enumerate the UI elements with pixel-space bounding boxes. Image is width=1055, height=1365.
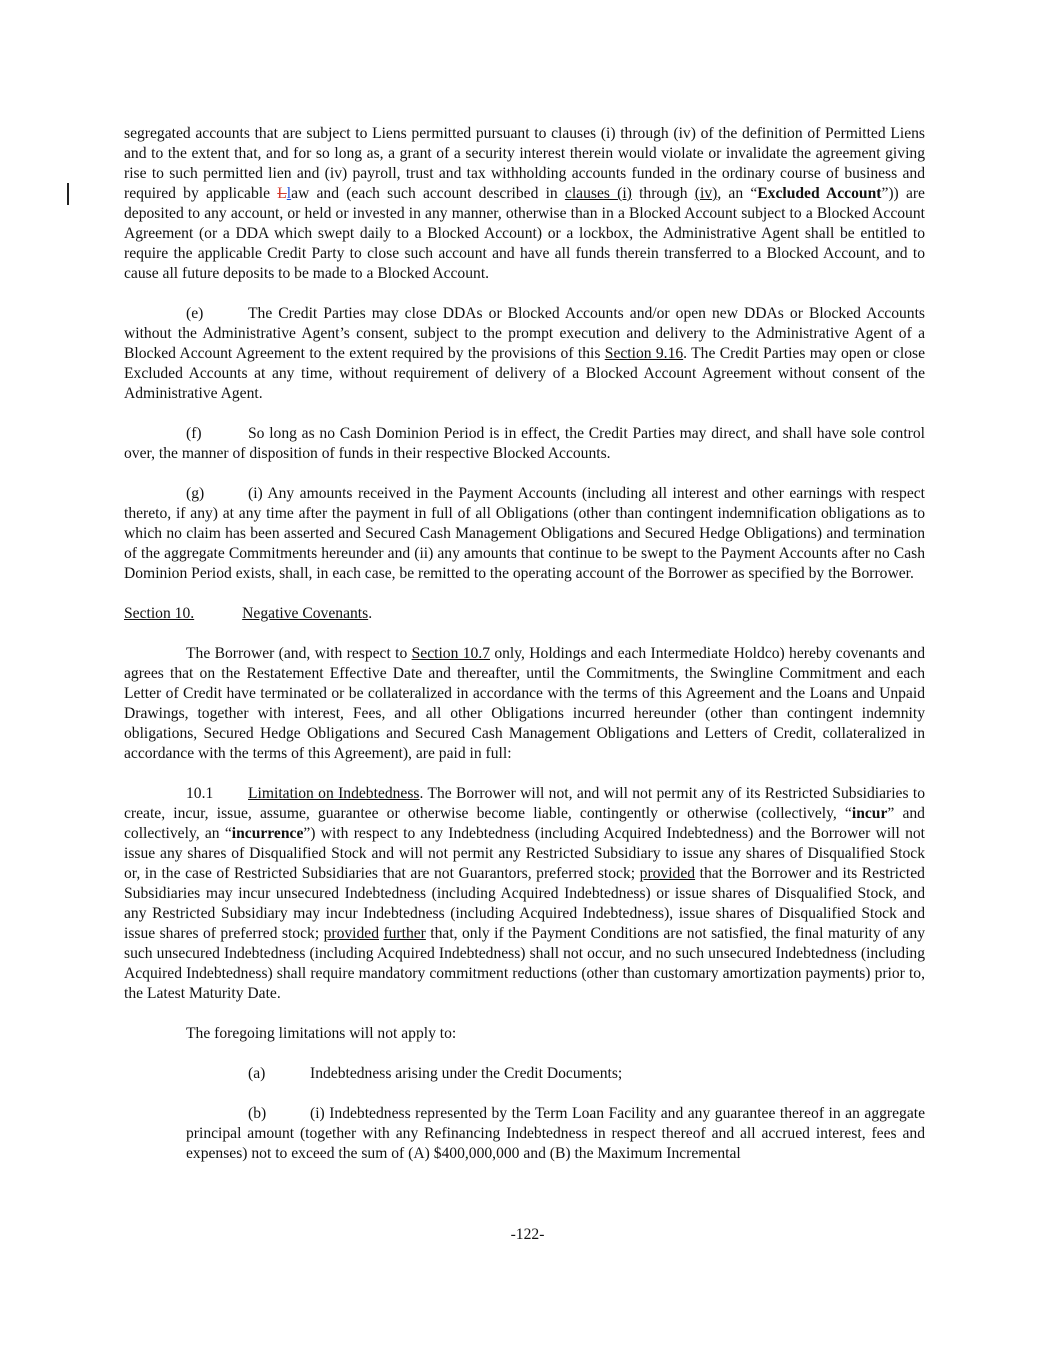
reference-iv: (iv) bbox=[694, 185, 718, 202]
text-run: The Credit Parties may close DDAs or Blocked Accounts and/or open new DDAs or Blocked Accounts without the Administrative Agent’s consent, subject to the prompt execution and delivery to the Administrative Agent of a Blocked Account Agreement to the extent required by the provisions of this bbox=[124, 305, 925, 362]
text-run: segregated accounts that are subject to Liens permitted pursuant to clauses (i) through (iv) of the definition of Permitted Liens and to the extent that, and for so long as, a grant of a security interest therein would violate or invalidate the agreement giving rise to such permitted lien and (iv) payroll, trust and tax withholding accounts funded in the ordinary course of business and required by applicable bbox=[124, 125, 925, 202]
defined-term-excluded-account: Excluded Account bbox=[757, 185, 882, 202]
paragraph-label: (e) bbox=[186, 305, 204, 322]
paragraph-f bbox=[124, 424, 925, 464]
text-run: through bbox=[631, 185, 695, 202]
proviso-provided: provided bbox=[639, 865, 696, 882]
section-number: Section 10. bbox=[124, 605, 195, 622]
text-run: only, Holdings and each Intermediate Holdco) hereby covenants and agrees that on the Restatement Effective Date and thereafter, until the Commitments, the Swingline Commitment and each Letter of Credit have terminated or be collateralized in accordance with the terms of this Agreement and the Loans and Unpaid Drawings, together with interest, Fees, and all other Obligations incurred hereunder (other than contingent indemnity obligations, Secured Hedge Obligations and Secured Cash Management Obligations and Letters of Credit, collateralized in accordance with the terms of this Agreement), are paid in full: bbox=[124, 645, 926, 762]
text-run: The Borrower (and, with respect to bbox=[186, 645, 412, 662]
text-run: ”)) are deposited to any account, or held or invested in any manner, otherwise than in a Blocked Account subject to a Blocked Account Agreement (or a DDA which swept daily to a Blocked Account) or a lockbox, the Administrative Agent shall be entitled to require the applicable Credit Party to close such account and have all funds therein transferred to a Blocked Account, and to cause all future deposits to be made to a Blocked Account. bbox=[124, 185, 925, 282]
list-item-a bbox=[124, 1064, 925, 1084]
reference-clauses-i: clauses (i) bbox=[564, 185, 632, 202]
deleted-text: L bbox=[277, 185, 287, 202]
text-run: So long as no Cash Dominion Period is in effect, the Credit Parties may direct, and shall have sole control over, the manner of disposition of funds in their respective Blocked Accounts. bbox=[124, 425, 925, 462]
paragraph-foregoing bbox=[124, 1024, 925, 1044]
defined-term-incur: incur bbox=[851, 805, 888, 822]
page-number: -122- bbox=[510, 1226, 545, 1243]
proviso-provided: provided bbox=[323, 925, 380, 942]
subsection-number: 10.1 bbox=[186, 785, 214, 802]
revision-change-bar bbox=[67, 183, 69, 205]
section-title-period: . bbox=[368, 605, 373, 622]
text-run: Indebtedness arising under the Credit Documents; bbox=[310, 1065, 623, 1082]
paragraph-continuation bbox=[124, 124, 925, 284]
section-title: Negative Covenants bbox=[242, 605, 369, 622]
text-run: (i) Indebtedness represented by the Term Loan Facility and any guarantee thereof in an aggregate principal amount (together with any Refinancing Indebtedness in respect thereof and all accrued interest, fees and expenses) not to exceed the sum of (A) $400,000,000 and (B) the Maximum Incremental bbox=[186, 1105, 925, 1162]
paragraph-e bbox=[124, 304, 925, 404]
paragraph-10-1 bbox=[124, 784, 925, 1004]
text-run: , an “ bbox=[717, 185, 758, 202]
inserted-text: l bbox=[286, 185, 292, 202]
text-run: . The Borrower will not, and will not permit any of its Restricted Subsidiaries to create, incur, issue, assume, guarantee or otherwise become liable, contingently or otherwise (collectively, “ bbox=[124, 785, 925, 822]
reference-section-10-7: Section 10.7 bbox=[411, 645, 490, 662]
text-run: . The Credit Parties may open or close Excluded Accounts at any time, without requirement of delivery of a Blocked Account Agreement without consent of the Administrative Agent. bbox=[124, 345, 925, 402]
subsection-title: Limitation on Indebtedness bbox=[248, 785, 420, 802]
list-item-b bbox=[124, 1104, 925, 1164]
section-heading-underlined bbox=[124, 605, 368, 622]
paragraph-g bbox=[124, 484, 925, 584]
paragraph-intro bbox=[124, 644, 925, 764]
paragraph-label: (g) bbox=[186, 485, 205, 502]
text-run: (i) Any amounts received in the Payment Accounts (including all interest and other earnings with respect thereto, if any) at any time after the payment in full of all Obligations (other than contingent indemnification obligations as to which no claim has been asserted and Secured Cash Management Obligations and Secured Hedge Obligations) and termination of the aggregate Commitments hereunder and (ii) any amounts that continue to be swept to the Payment Accounts after no Cash Dominion Period exists, shall, in each case, be remitted to the operating account of the Borrower as specified by the Borrower. bbox=[124, 485, 925, 582]
paragraph-label: (f) bbox=[186, 425, 202, 442]
text-run: ” and collectively, an “ bbox=[124, 805, 925, 842]
document-page bbox=[124, 124, 925, 1164]
text-run: that, only if the Payment Conditions are not satisfied, the final maturity of any such unsecured Indebtedness (including Acquired Indebtedness) shall not occur, and no such unsecured Indebtedness (including Acquired Indebtedness) shall require mandatory commitment reductions (other than customary amortization payments) prior to, the Latest Maturity Date. bbox=[124, 925, 925, 1002]
text-run: aw and (each such account described in bbox=[291, 185, 565, 202]
list-item-label: (b) bbox=[248, 1105, 267, 1122]
text-run: that the Borrower and its Restricted Subsidiaries may incur unsecured Indebtedness (including Acquired Indebtedness) or issue shares of Disqualified Stock, and any Restricted Subsidiary may incur Indebtedness (including Acquired Indebtedness), issue shares of Disqualified Stock and issue shares of preferred stock; bbox=[124, 865, 925, 942]
reference-section-9-16: Section 9.16 bbox=[604, 345, 684, 362]
text-run: ”) with respect to any Indebtedness (including Acquired Indebtedness) and the Borrower will not issue any shares of Disqualified Stock and will not permit any Restricted Subsidiary to issue any shares of Disqualified Stock or, in the case of Restricted Subsidiaries that are not Guarantors, preferred stock; bbox=[124, 825, 926, 882]
list-item-label: (a) bbox=[248, 1065, 266, 1082]
defined-term-incurrence: incurrence bbox=[231, 825, 304, 842]
proviso-further: further bbox=[383, 925, 426, 942]
section-heading bbox=[124, 604, 925, 624]
text-run: The foregoing limitations will not apply to: bbox=[186, 1025, 457, 1042]
